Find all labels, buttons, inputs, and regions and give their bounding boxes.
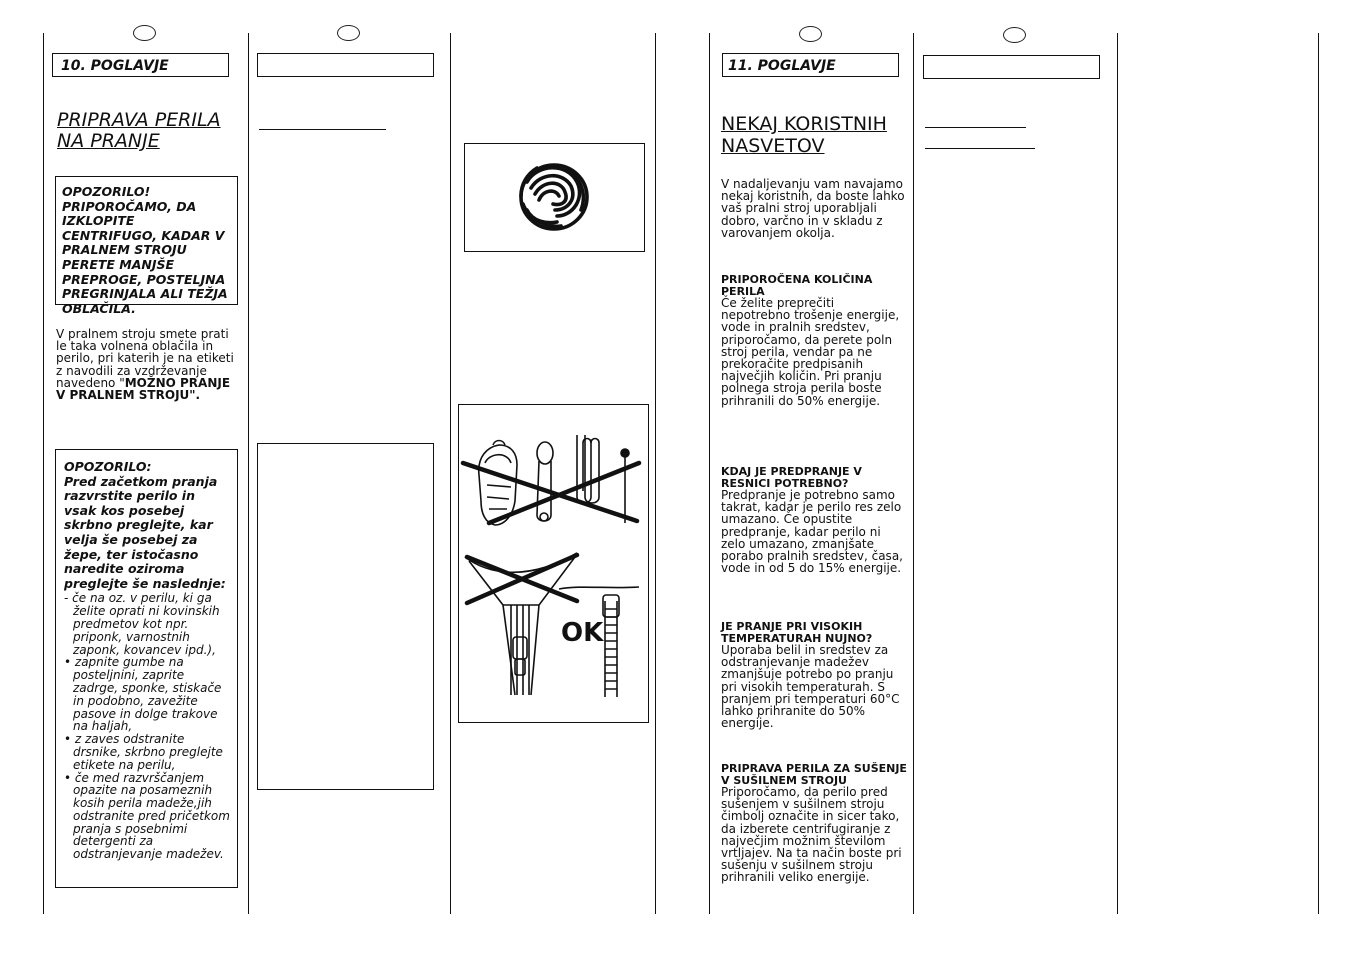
wool-paragraph: [56, 328, 239, 401]
intro-paragraph: V nadaljevanju vam navajamo nekaj koristnih, da boste lahko vaš pralni stroj uporabljali dobro, varčno in v skladu z varovanjem okolja.: [721, 177, 905, 240]
column-divider: [248, 33, 249, 914]
chapter-header-box-empty: [257, 53, 434, 77]
tip-text: Predpranje je potrebno samo takrat, kadar je perilo res zelo umazano. Če opustite predpranje, kadar perilo ni zelo umazano, zmanjšate porabo pralnih sredstev, časa, vode in od 5 do 15% energije.: [721, 488, 903, 576]
column-divider: [913, 33, 914, 914]
language-marker-oval: [133, 25, 156, 41]
title-underline-placeholder: [925, 127, 1026, 128]
tip-section: [721, 763, 907, 884]
chapter-header-box-empty: [923, 55, 1100, 79]
list-item: • če med razvrščanjem opazite na posameznih kosih perila madeže,jih odstranite pred pričetkom pranja s posebnimi detergenti za odstranjevanje madežev.: [64, 770, 230, 862]
tip-heading: JE PRANJE PRI VISOKIH TEMPERATURAH NUJNO?: [721, 620, 873, 645]
paragraph-bold: MOŽNO PRANJE V PRALNEM STROJU: [56, 375, 231, 403]
tip-text: Če želite preprečiti nepotrebno trošenje energije, vode in pralnih sredstev, priporočamo, da perete poln stroj perila, vendar pa ne prekoračite predpisanih največjih količin. Pri pranju polnega stroja perila boste prihranili do 50% energije.: [721, 296, 900, 408]
warning-heading: OPOZORILO:: [64, 459, 152, 474]
section-title: [721, 113, 906, 157]
chapter-label: 11. POGLAVJE: [728, 58, 836, 74]
tip-section: [721, 466, 907, 574]
ok-label: OK: [561, 618, 604, 648]
title-line: PRIPRAVA PERILA: [57, 109, 221, 131]
paragraph-end: ".: [189, 388, 201, 403]
language-marker-oval: [337, 25, 360, 41]
title-line: NA PRANJE: [57, 130, 160, 152]
title-underline-placeholder: [259, 129, 386, 130]
tip-section: [721, 274, 907, 407]
title-underline-placeholder: [925, 148, 1035, 149]
chapter-label: 10. POGLAVJE: [61, 58, 169, 74]
list-item: • z zaves odstranite drsnike, skrbno preglejte etikete na perilu,: [64, 732, 223, 772]
wool-mark-icon: [465, 144, 644, 251]
title-line: NEKAJ KORISTNIH: [721, 113, 887, 135]
tip-heading: KDAJ JE PREDPRANJE V RESNICI POTREBNO?: [721, 465, 862, 490]
column-divider: [655, 33, 656, 914]
warning-box-sorting: [55, 449, 238, 888]
tip-heading: PRIPOROČENA KOLIČINA PERILA: [721, 273, 873, 298]
sorting-figure: [458, 404, 649, 723]
list-item: • zapnite gumbe na posteljnini, zaprite zadrge, sponke, stiskače in podobno, zavežite pasove in dolge trakove na haljah,: [64, 655, 222, 734]
warning-body: Pred začetkom pranja razvrstite perilo in vsak kos posebej skrbno preglejte, kar velja še posebej za žepe, ter istočasno naredite oziroma preglejte še naslednje:: [64, 473, 226, 591]
column-divider: [450, 33, 451, 914]
tip-section: [721, 621, 907, 729]
title-line: NASVETOV: [721, 135, 825, 157]
paragraph-text: V pralnem stroju smete prati le taka volnena oblačila in perilo, pri katerih je na etiketi z navodili za vzdrževanje navedeno ": [56, 327, 234, 390]
no-metal-objects-icon: [459, 405, 648, 722]
wool-mark-figure: [464, 143, 645, 252]
tip-text: Uporaba belil in sredstev za odstranjevanje madežev zmanjšuje potrebo po pranju pri visokih temperaturah. S pranjem pri temperaturi 60°C lahko prihranite do 50% energije.: [721, 643, 900, 731]
language-marker-oval: [1003, 27, 1026, 43]
column-divider: [1318, 33, 1319, 914]
column-divider: [43, 33, 44, 914]
warning-list: [64, 592, 231, 861]
chapter-header-box: [52, 53, 229, 77]
warning-text: OPOZORILO! PRIPOROČAMO, DA IZKLOPITE CENTRIFUGO, KADAR V PRALNEM STROJU PERETE MANJŠE PREPROGE, POSTELJNA PREGRINJALA ALI TEŽJA OBLAČILA.: [62, 184, 228, 316]
language-marker-oval: [799, 26, 822, 42]
tip-text: Priporočamo, da perilo pred sušenjem v sušilnem stroju čimbolj označite in sicer tako, da izberete centrifugiranje z največjim možnim številom vrtljajev. Na ta način boste pri sušenju v sušilnem stroju prihranili veliko energije.: [721, 785, 902, 885]
chapter-header-box: [722, 53, 899, 77]
column-divider: [1117, 33, 1118, 914]
empty-text-box: [257, 443, 434, 790]
tip-heading: PRIPRAVA PERILA ZA SUŠENJE V SUŠILNEM STROJU: [721, 762, 907, 787]
section-title: [57, 110, 242, 152]
warning-box: [55, 176, 238, 316]
column-divider: [709, 33, 710, 914]
list-item: - če na oz. v perilu, ki ga želite oprati ni kovinskih predmetov kot npr. priponk, varnostnih zaponk, kovancev ipd.),: [64, 591, 220, 657]
